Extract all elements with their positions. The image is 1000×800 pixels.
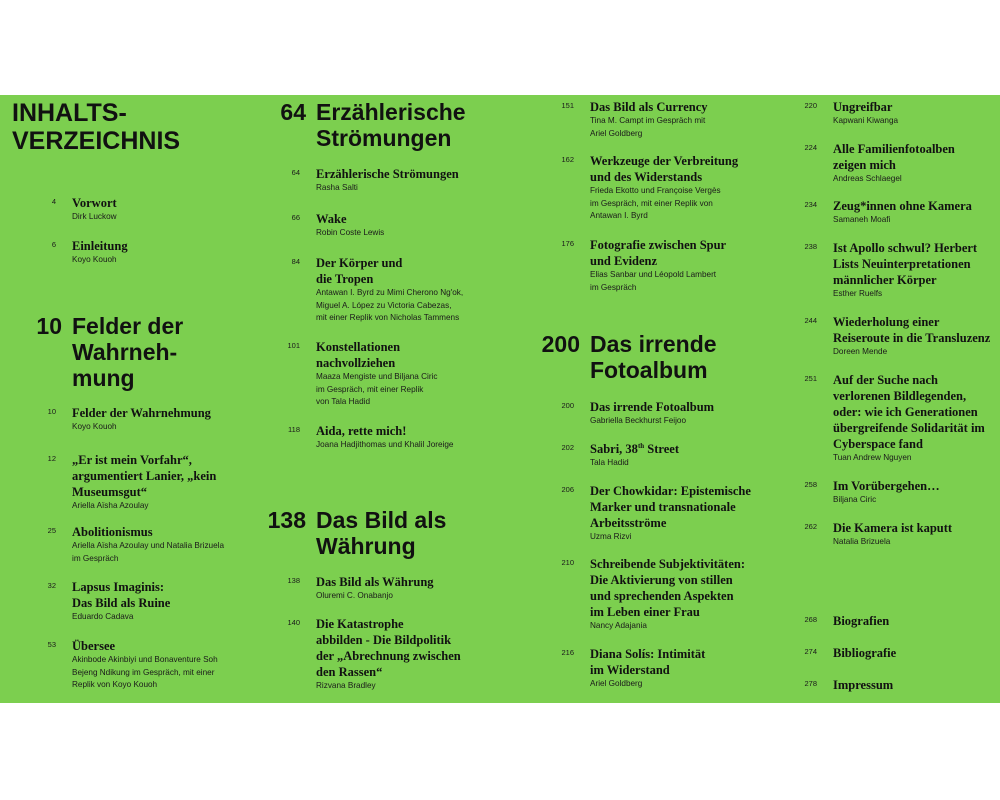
toc-entry[interactable] [804, 99, 899, 128]
entry-author: Samaneh Moafi [833, 215, 891, 224]
entry-page-number: 101 [287, 341, 300, 350]
entry-author: Eduardo Cadava [72, 612, 134, 621]
entry-page-number: 12 [47, 454, 56, 463]
entry-title: Wiederholung einer Reiseroute in die Transluzenz [833, 315, 991, 345]
entry-title: Diana Solís: Intimität im Widerstand [590, 647, 706, 677]
entry-page-number: 64 [291, 168, 300, 177]
entry-title: Aida, rette mich! [316, 424, 407, 438]
toc-entry[interactable] [561, 399, 715, 428]
entry-page-number: 53 [47, 640, 56, 649]
entry-title: Vorwort [72, 196, 117, 210]
entry-author: Dirk Luckow [72, 212, 117, 221]
entry-title: Übersee [72, 639, 116, 653]
entry-title: Schreibende Subjektivitäten: Die Aktivierung von stillen und sprechenden Aspekten im Leben einer Frau [590, 557, 745, 619]
toc-entry[interactable] [51, 238, 128, 267]
toc-title [12, 99, 180, 155]
entry-author: Kapwani Kiwanga [833, 116, 899, 125]
entry-title: Das irrende Fotoalbum [590, 400, 715, 414]
entry-title: Einleitung [72, 239, 128, 253]
section-page-number: 64 [280, 99, 306, 125]
toc-entry[interactable] [804, 141, 955, 186]
entry-author: Tina M. Campt im Gespräch mit Ariel Goldberg [590, 116, 706, 138]
toc-entry[interactable] [287, 339, 438, 409]
entry-author: Ariella Aïsha Azoulay und Natalia Brizuela im Gespräch [72, 541, 225, 563]
entry-title: Bibliografie [833, 646, 897, 660]
section-page-number: 200 [541, 331, 580, 357]
section-title: Das Bild als Währung [316, 507, 447, 559]
entry-page-number: 234 [804, 200, 817, 209]
entry-author: Koyo Kouoh [72, 255, 117, 264]
entry-author: Doreen Mende [833, 347, 888, 356]
toc-entry[interactable] [804, 677, 894, 693]
section-heading [36, 313, 184, 391]
section-heading [267, 507, 447, 559]
entry-page-number: 176 [561, 239, 574, 248]
toc-entry[interactable] [561, 556, 745, 633]
entry-author: Gabriella Beckhurst Feijoo [590, 416, 687, 425]
entry-title: Auf der Suche nach verlorenen Bildlegenden, oder: wie ich Generationen übergreifende Solidarität im Cyberspace fand [833, 373, 985, 451]
entry-title: Das Bild als Currency [590, 100, 708, 114]
entry-title: Alle Familienfotoalben zeigen mich [833, 142, 955, 172]
entry-title: Zeug*innen ohne Kamera [833, 199, 972, 213]
entry-title: Abolitionismus [72, 525, 153, 539]
entry-page-number: 206 [561, 485, 574, 494]
toc-entry[interactable] [47, 452, 217, 513]
toc-entry[interactable] [291, 211, 385, 240]
toc-title-text: INHALTS- VERZEICHNIS [12, 99, 181, 155]
section-title: Erzählerische Strömungen [316, 99, 466, 151]
section-heading [541, 331, 717, 383]
entry-title: Erzählerische Strömungen [316, 167, 459, 181]
entry-author: Koyo Kouoh [72, 422, 117, 431]
toc-entry[interactable] [51, 195, 117, 224]
entry-author: Tuan Andrew Nguyen [833, 453, 912, 462]
entry-page-number: 25 [47, 526, 56, 535]
toc-entry[interactable] [47, 579, 171, 624]
entry-title: „Er ist mein Vorfahr“, argumentiert Lanier, „kein Museumsgut“ [72, 453, 217, 499]
entry-author: Nancy Adajania [590, 621, 647, 630]
entry-page-number: 216 [561, 648, 574, 657]
entry-author: Esther Ruelfs [833, 289, 883, 298]
section-title: Das irrende Fotoalbum [590, 331, 717, 383]
toc-entry[interactable] [561, 483, 751, 544]
entry-page-number: 268 [804, 615, 817, 624]
entry-page-number: 274 [804, 647, 817, 656]
entry-page-number: 238 [804, 242, 817, 251]
entry-title: Ungreifbar [833, 100, 893, 114]
toc-entry[interactable] [287, 616, 461, 693]
entry-title: Der Chowkidar: Epistemische Marker und transnationale Arbeitsströme [590, 484, 751, 530]
entry-page-number: 138 [287, 576, 300, 585]
entry-author: Maaza Mengiste und Biljana Ciric im Gespräch, mit einer Replik von Tala Hadid [316, 372, 438, 406]
toc-entry[interactable] [804, 520, 953, 549]
entry-title: Impressum [833, 678, 894, 692]
toc-entry[interactable] [287, 574, 434, 603]
entry-page-number: 244 [804, 316, 817, 325]
entry-author: Oluremi C. Onabanjo [316, 591, 393, 600]
entry-title: Die Kamera ist kaputt [833, 521, 953, 535]
entry-title: Wake [316, 212, 347, 226]
entry-author: Joana Hadjithomas und Khalil Joreige [316, 440, 454, 449]
entry-title: Im Vorübergehen… [833, 479, 940, 493]
entry-page-number: 84 [291, 257, 300, 266]
toc-entry[interactable] [561, 237, 727, 294]
entry-author: Biljana Ciric [833, 495, 877, 504]
entry-author: Rizvana Bradley [316, 681, 376, 690]
entry-author: Tala Hadid [590, 458, 629, 467]
toc-entry[interactable] [561, 153, 739, 223]
toc-entry[interactable] [561, 441, 679, 470]
entry-title: Werkzeuge der Verbreitung und des Widerstands [590, 154, 739, 184]
table-of-contents-spread [0, 95, 1000, 703]
toc-entry[interactable] [804, 478, 940, 507]
entry-page-number: 151 [561, 101, 574, 110]
entry-author: Frieda Ekotto und Françoise Vergès im Gespräch, mit einer Replik von Antawan I. Byrd [590, 186, 721, 220]
toc-entry[interactable] [804, 198, 972, 227]
toc-entry[interactable] [804, 372, 985, 465]
entry-author: Natalia Brizuela [833, 537, 891, 546]
section-title: Felder der Wahrneh- mung [72, 313, 184, 391]
entry-title: Der Körper und die Tropen [316, 256, 403, 286]
entry-page-number: 200 [561, 401, 574, 410]
toc-entry[interactable] [804, 314, 991, 359]
toc-entry[interactable] [804, 613, 890, 629]
entry-title: Die Katastrophe abbilden - Die Bildpolitik der „Abrechnung zwischen den Rassen“ [316, 617, 461, 679]
toc-entry[interactable] [291, 255, 464, 325]
entry-author: Antawan I. Byrd zu Mimi Cherono Ng'ok, Miguel A. López zu Victoria Cabezas, mit einer Replik von Nicholas Tammens [316, 288, 464, 322]
entry-page-number: 251 [804, 374, 817, 383]
entry-page-number: 262 [804, 522, 817, 531]
entry-author: Rasha Salti [316, 183, 358, 192]
entry-title: Biografien [833, 614, 890, 628]
entry-author: Robin Coste Lewis [316, 228, 385, 237]
entry-page-number: 202 [561, 443, 574, 452]
entry-page-number: 10 [47, 407, 56, 416]
entry-page-number: 278 [804, 679, 817, 688]
entry-title: Konstellationen nachvollziehen [316, 340, 401, 370]
entry-author: Akinbode Akinbiyi und Bonaventure Soh Bejeng Ndikung im Gespräch, mit einer Replik von Koyo Kouoh [72, 655, 218, 689]
toc-entry[interactable] [561, 99, 708, 140]
entry-author: Uzma Rizvi [590, 532, 632, 541]
toc-entry[interactable] [291, 166, 459, 195]
entry-page-number: 118 [288, 425, 300, 434]
entry-title: Sabri, 38th Street [590, 441, 679, 456]
entry-title: Fotografie zwischen Spur und Evidenz [590, 238, 727, 268]
entry-page-number: 4 [51, 197, 56, 206]
entry-page-number: 220 [804, 101, 817, 110]
entry-title: Ist Apollo schwul? Herbert Lists Neuinterpretationen männlicher Körper [833, 241, 978, 287]
entry-page-number: 224 [804, 143, 817, 152]
entry-page-number: 66 [291, 213, 300, 222]
entry-author: Ariel Goldberg [590, 679, 643, 688]
entry-page-number: 140 [287, 618, 300, 627]
entry-author: Andreas Schlaegel [833, 174, 902, 183]
toc-entry[interactable] [288, 423, 454, 452]
toc-entry[interactable] [47, 524, 225, 565]
entry-page-number: 162 [561, 155, 574, 164]
entry-page-number: 6 [51, 240, 56, 249]
entry-title: Felder der Wahrnehmung [72, 406, 211, 420]
toc-entry[interactable] [804, 645, 897, 661]
entry-title: Das Bild als Währung [316, 575, 434, 589]
entry-page-number: 210 [561, 558, 574, 567]
entry-page-number: 32 [47, 581, 56, 590]
entry-author: Elias Sanbar und Léopold Lambert im Gespräch [590, 270, 717, 292]
toc-entry[interactable] [561, 646, 706, 691]
toc-entry[interactable] [47, 638, 218, 692]
toc-entry[interactable] [804, 240, 978, 301]
entry-author: Ariella Aïsha Azoulay [72, 501, 149, 510]
entry-title: Lapsus Imaginis: Das Bild als Ruine [72, 580, 171, 610]
section-page-number: 138 [267, 507, 306, 533]
section-page-number: 10 [36, 313, 62, 339]
toc-entry[interactable] [47, 405, 211, 434]
section-heading [280, 99, 466, 151]
entry-page-number: 258 [804, 480, 817, 489]
